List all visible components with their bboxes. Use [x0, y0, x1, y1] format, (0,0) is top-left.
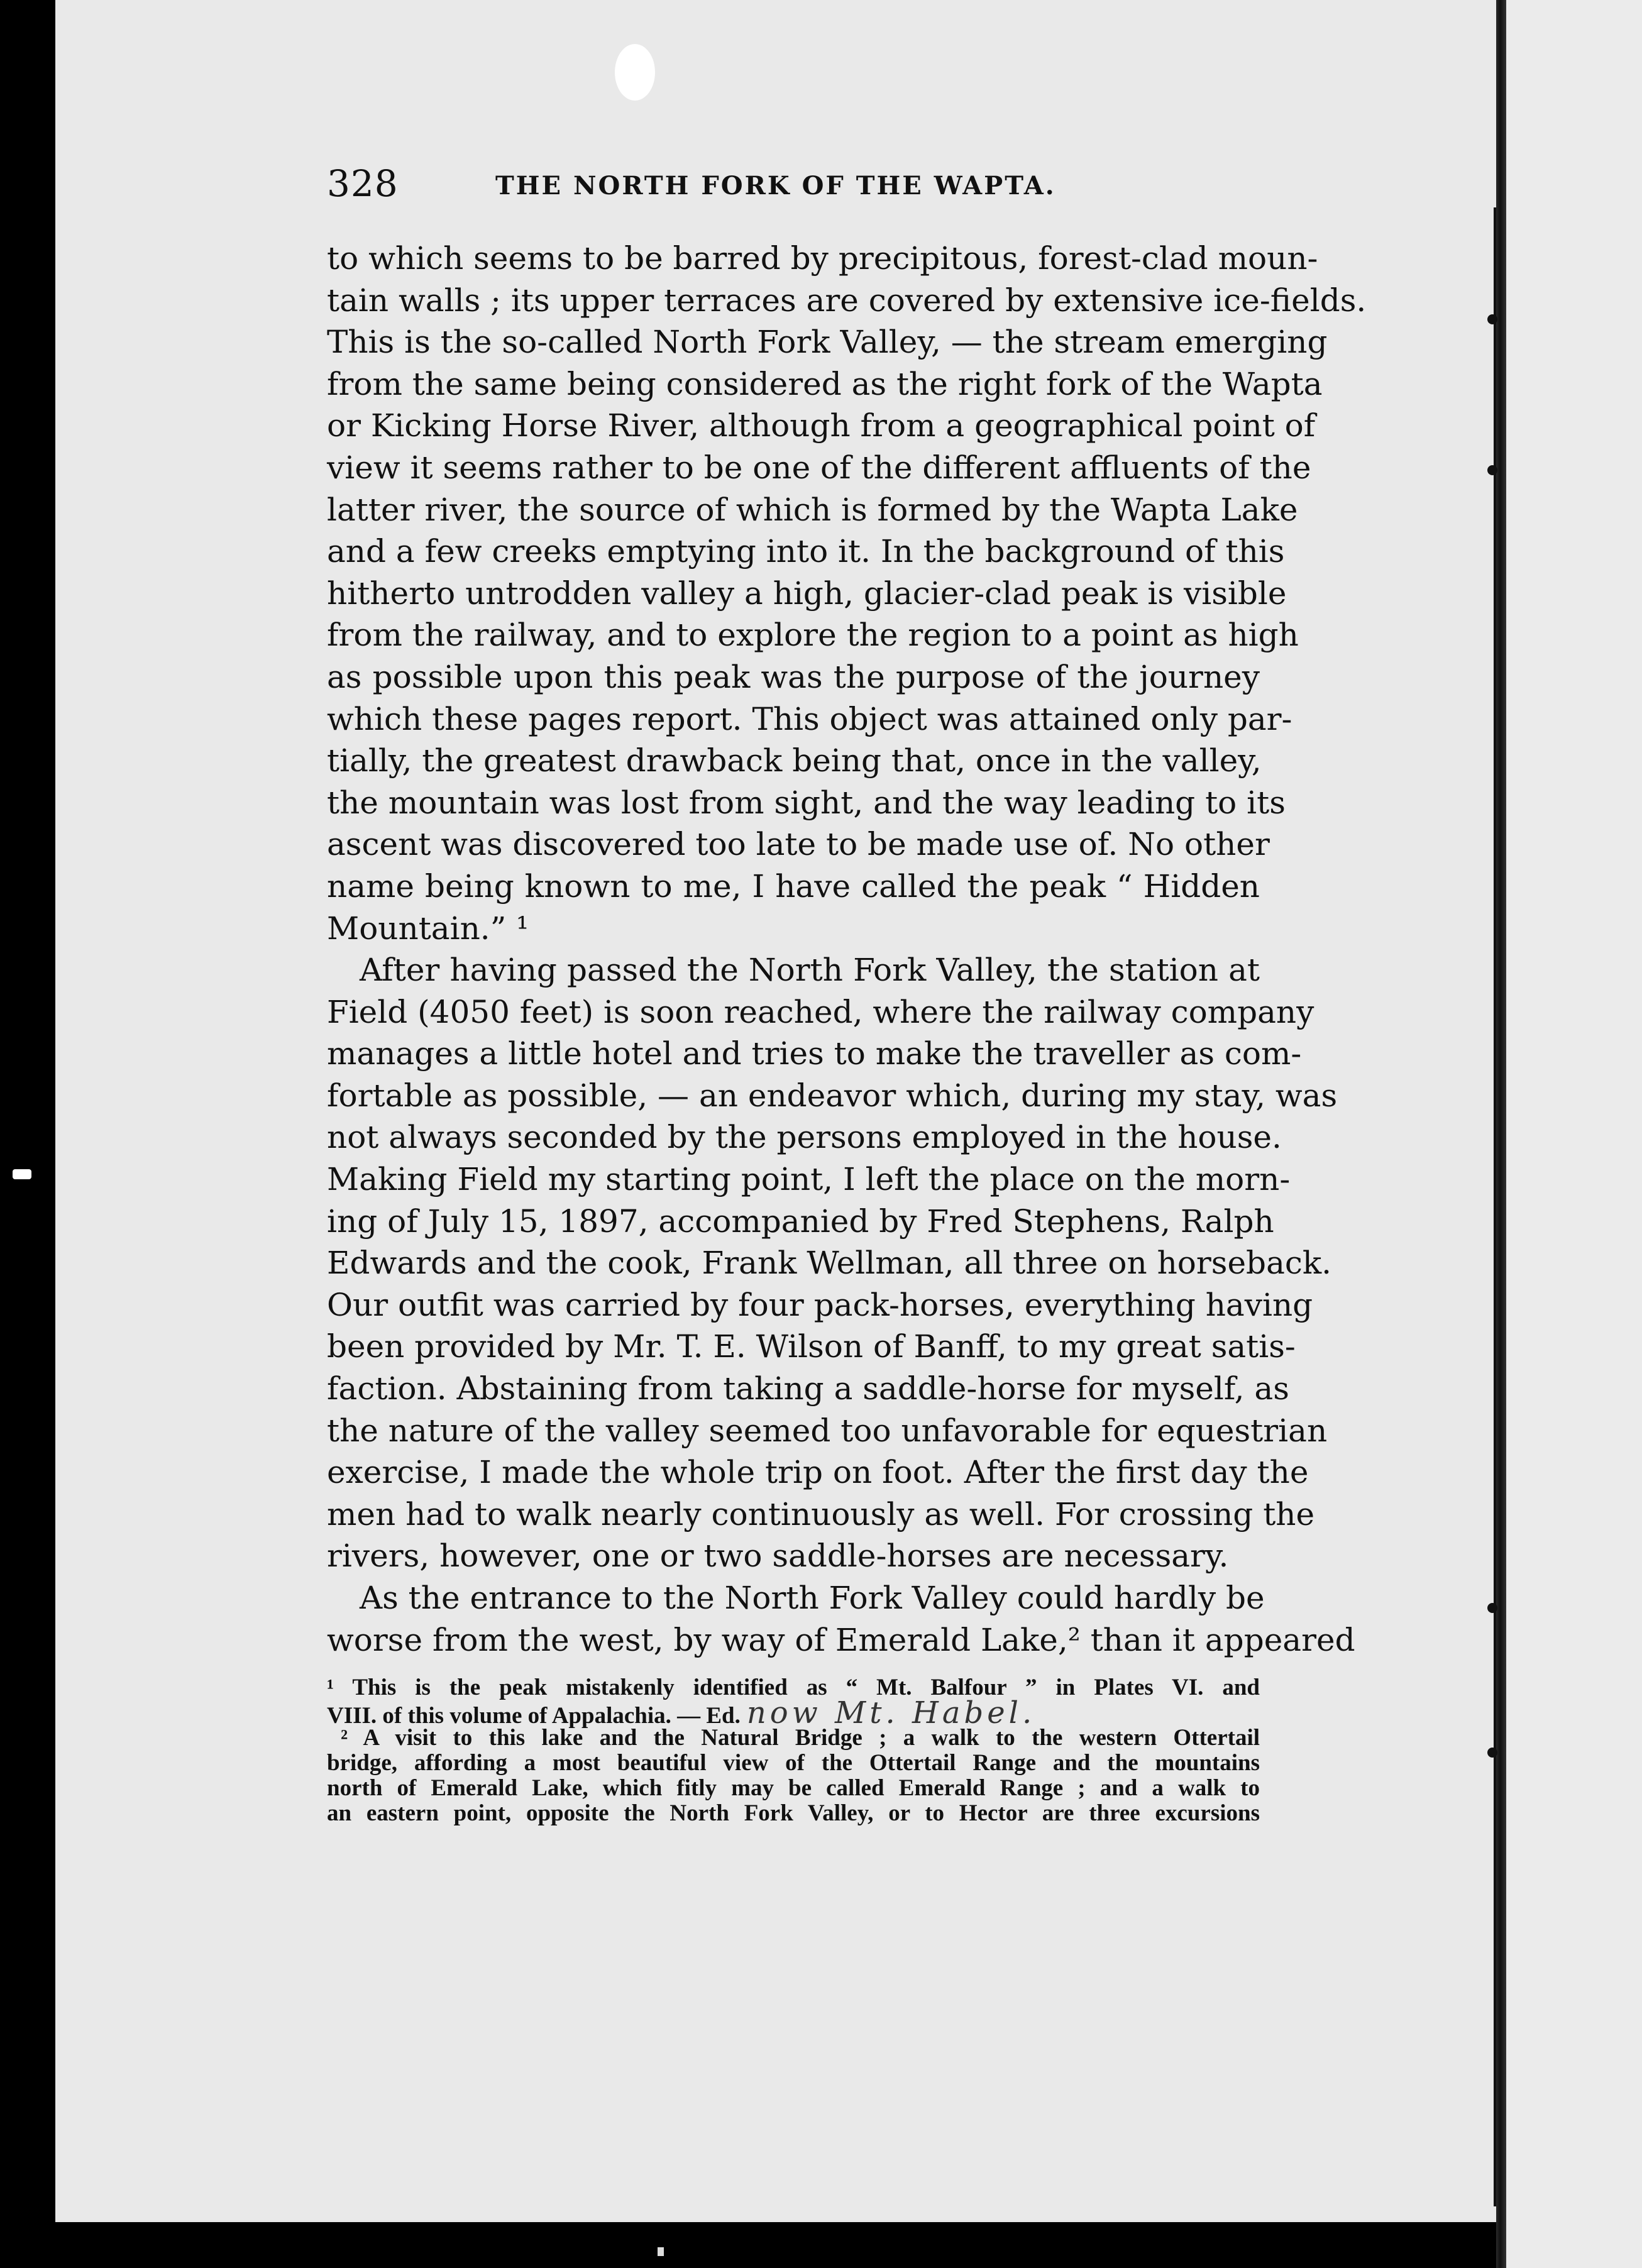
- text-line: from the railway, and to explore the region to a point as high: [327, 617, 1299, 654]
- next-page-edge: [1506, 0, 1642, 2268]
- footnote-1-line: [327, 1695, 1260, 1731]
- text-line: view it seems rather to be one of the different affluents of the: [327, 449, 1311, 486]
- edge-tick-mark: [1487, 1748, 1497, 1758]
- page-number: 328: [327, 162, 399, 205]
- edge-tick-mark: [1487, 465, 1497, 475]
- text-line: hitherto untrodden valley a high, glacier-clad peak is visible: [327, 575, 1287, 612]
- text-line: Mountain.” ¹: [327, 910, 529, 947]
- text-line: faction. Abstaining from taking a saddle-horse for myself, as: [327, 1370, 1289, 1407]
- text-line: This is the so-called North Fork Valley, — the stream emerging: [327, 324, 1328, 361]
- scan-artifact: [658, 2247, 664, 2256]
- text-line: tain walls ; its upper terraces are covered by extensive ice-fields.: [327, 282, 1367, 319]
- text-line: to which seems to be barred by precipitous, forest-clad moun-: [327, 240, 1318, 277]
- text-line: or Kicking Horse River, although from a geographical point of: [327, 407, 1316, 444]
- footnote-2-line: an eastern point, opposite the North Fork Valley, or to Hector are three excursions: [327, 1800, 1260, 1826]
- text-line: men had to walk nearly continuously as well. For crossing the: [327, 1495, 1315, 1533]
- footnote-1-line: ¹ This is the peak mistakenly identified as “ Mt. Balfour ” in Plates VI. and: [327, 1675, 1260, 1700]
- edge-tick-mark: [1487, 1603, 1497, 1613]
- text-line: been provided by Mr. T. E. Wilson of Banff, to my great satis-: [327, 1328, 1296, 1365]
- text-line: ascent was discovered too late to be made use of. No other: [327, 826, 1270, 863]
- text-line: not always seconded by the persons employed in the house.: [327, 1119, 1282, 1156]
- text-line: the mountain was lost from sight, and the way leading to its: [327, 784, 1286, 821]
- footnote-2-line: north of Emerald Lake, which fitly may be called Emerald Range ; and a walk to: [327, 1775, 1260, 1801]
- text-line: name being known to me, I have called the peak “ Hidden: [327, 867, 1260, 905]
- text-line: Our outfit was carried by four pack-horses, everything having: [327, 1286, 1313, 1323]
- handwritten-annotation: now Mt. Habel.: [746, 1695, 1036, 1731]
- text-line: fortable as possible, — an endeavor which, during my stay, was: [327, 1077, 1338, 1114]
- text-line: latter river, the source of which is formed by the Wapta Lake: [327, 491, 1298, 528]
- text-line: exercise, I made the whole trip on foot. After the first day the: [327, 1454, 1309, 1491]
- footnotes: [327, 1675, 1260, 1826]
- text-line: worse from the west, by way of Emerald Lake,² than it appeared: [327, 1621, 1355, 1658]
- footnote-2-line: bridge, affording a most beautiful view of the Ottertail Range and the mountains: [327, 1750, 1260, 1776]
- text-line: After having passed the North Fork Valley, the station at: [360, 952, 1260, 989]
- text-line: as possible upon this peak was the purpose of the journey: [327, 658, 1260, 695]
- text-line: As the entrance to the North Fork Valley could hardly be: [360, 1580, 1265, 1616]
- text-line: ing of July 15, 1897, accompanied by Fred Stephens, Ralph: [327, 1203, 1274, 1240]
- ink-blot-stamp: [615, 44, 655, 101]
- text-line: Field (4050 feet) is soon reached, where the railway company: [327, 993, 1314, 1030]
- page-header: [327, 162, 1257, 206]
- text-line: tially, the greatest drawback being that, once in the valley,: [327, 742, 1262, 779]
- footnote-1-ending: VIII. of this volume of Appalachia. — Ed.: [327, 1703, 741, 1729]
- text-line: the nature of the valley seemed too unfavorable for equestrian: [327, 1412, 1328, 1449]
- text-line: manages a little hotel and tries to make the traveller as com-: [327, 1035, 1302, 1072]
- running-head: THE NORTH FORK OF THE WAPTA.: [495, 171, 1056, 201]
- text-line: Edwards and the cook, Frank Wellman, all three on horseback.: [327, 1245, 1332, 1282]
- page-edge-rule: [1494, 207, 1496, 2206]
- footnote-2-line: ² A visit to this lake and the Natural Bridge ; a walk to the western Ottertail: [341, 1725, 1260, 1751]
- edge-tick-mark: [1487, 314, 1497, 324]
- scan-artifact: [13, 1169, 31, 1179]
- page-gutter: [1496, 0, 1506, 2268]
- text-line: and a few creeks emptying into it. In the background of this: [327, 533, 1285, 570]
- text-line: rivers, however, one or two saddle-horses are necessary.: [327, 1538, 1229, 1575]
- text-line: Making Field my starting point, I left the place on the morn-: [327, 1161, 1291, 1198]
- body-text: [327, 238, 1367, 1661]
- text-line: from the same being considered as the right fork of the Wapta: [327, 365, 1323, 402]
- text-line: which these pages report. This object was attained only par-: [327, 700, 1292, 737]
